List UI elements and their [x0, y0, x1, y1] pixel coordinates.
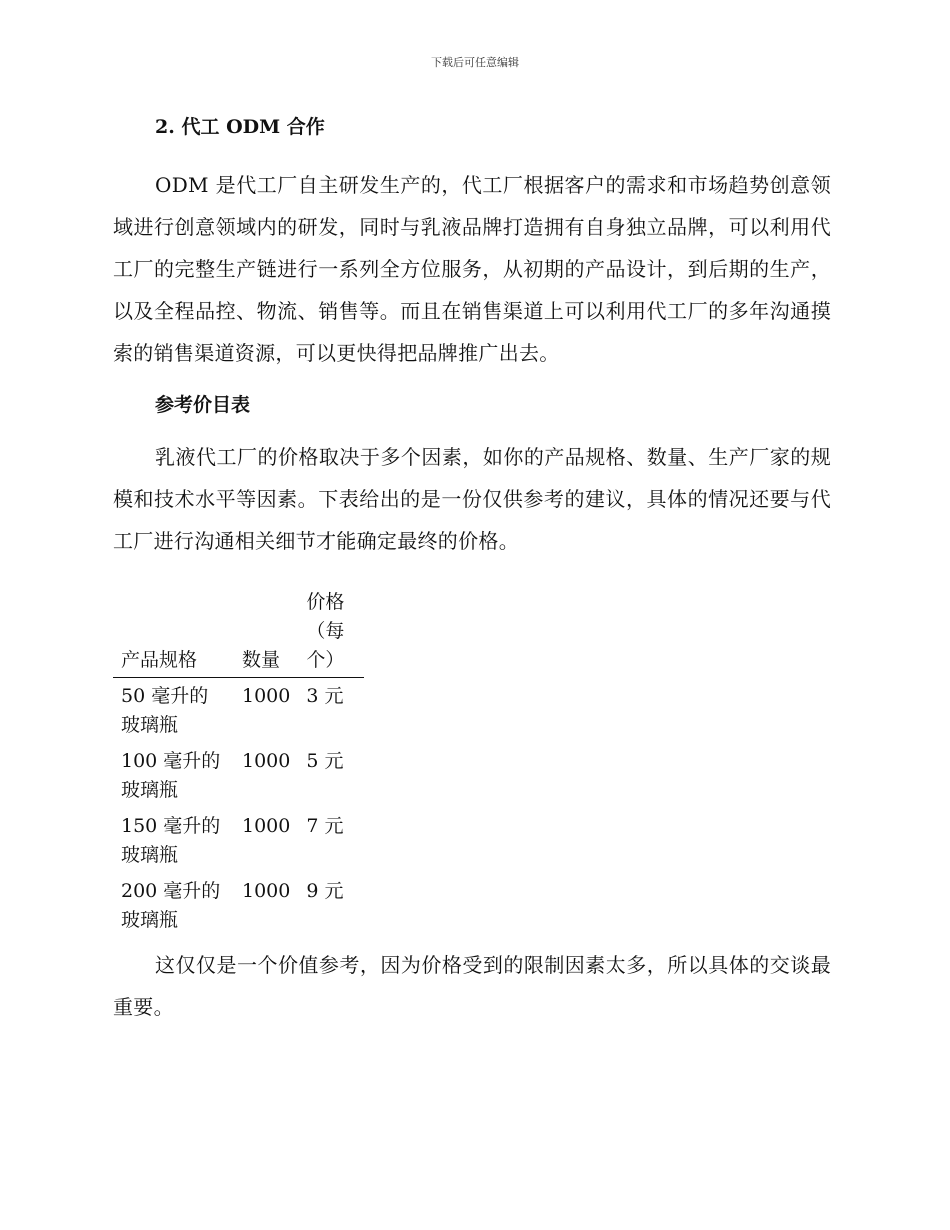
table-cell-spec: 100 毫升的玻璃瓶 — [121, 750, 221, 801]
table-header-price: 价格（每个） — [298, 588, 364, 678]
price-table — [113, 588, 364, 938]
table-cell-price: 3 元 — [306, 685, 344, 707]
paragraph-price-intro: 乳液代工厂的价格取决于多个因素，如你的产品规格、数量、生产厂家的规模和技术水平等因素。下表给出的是一份仅供参考的建议，具体的情况还要与代工厂进行沟通相关细节才能确定最终的价格。 — [113, 445, 831, 553]
table-cell-quantity: 1000 — [242, 750, 291, 772]
table-cell-price: 7 元 — [306, 815, 344, 837]
price-list-heading: 参考价目表 — [155, 394, 251, 416]
table-cell-spec: 150 毫升的玻璃瓶 — [121, 815, 221, 866]
table-cell-quantity: 1000 — [242, 880, 291, 902]
table-cell-price: 5 元 — [306, 750, 344, 772]
page-header-note: 下载后可任意编辑 — [431, 56, 519, 69]
table-row — [113, 743, 364, 808]
document-body — [113, 112, 831, 1028]
table-cell-quantity: 1000 — [242, 685, 291, 707]
table-cell-quantity: 1000 — [242, 815, 291, 837]
table-row — [113, 678, 364, 744]
table-cell-price: 9 元 — [306, 880, 344, 902]
table-header-row — [113, 588, 364, 678]
paragraph-closing: 这仅仅是一个价值参考，因为价格受到的限制因素太多，所以具体的交谈最重要。 — [113, 953, 831, 1019]
table-header-quantity: 数量 — [234, 588, 298, 678]
table-row — [113, 873, 364, 938]
table-cell-spec: 200 毫升的玻璃瓶 — [121, 880, 221, 931]
paragraph-odm: ODM 是代工厂自主研发生产的，代工厂根据客户的需求和市场趋势创意领域进行创意领域内的研发，同时与乳液品牌打造拥有自身独立品牌，可以利用代工厂的完整生产链进行一系列全方位服务，从初期的产品设计，到后期的生产，以及全程品控、物流、销售等。而且在销售渠道上可以利用代工厂的多年沟通摸索的销售渠道资源，可以更快得把品牌推广出去。 — [113, 173, 831, 365]
section-heading-odm: 2. 代工 ODM 合作 — [155, 116, 325, 138]
table-cell-spec: 50 毫升的玻璃瓶 — [121, 685, 209, 736]
table-row — [113, 808, 364, 873]
table-header-spec: 产品规格 — [113, 588, 234, 678]
